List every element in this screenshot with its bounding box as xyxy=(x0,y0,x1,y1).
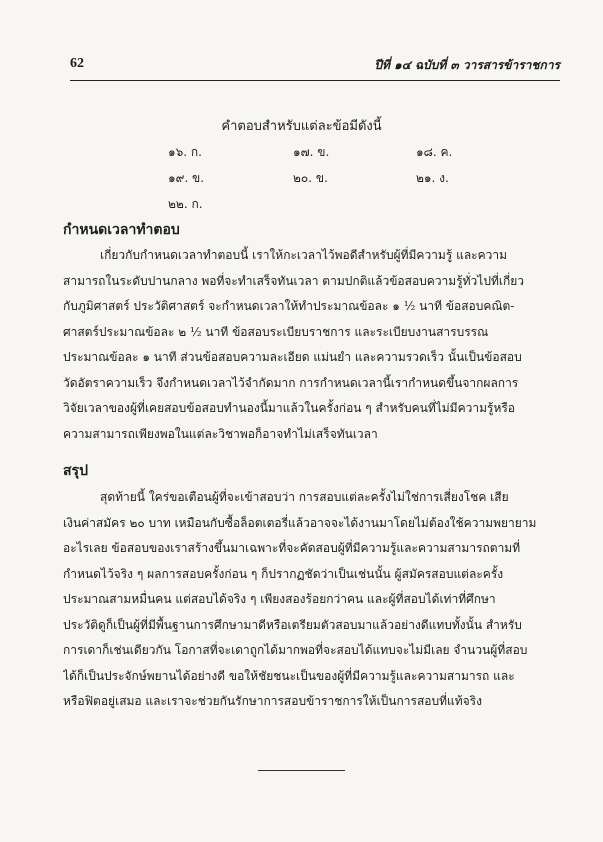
text-line: ได้ก็เป็นประจักษ์พยานได้อย่างดี ขอให้ชัยชนะเป็นของผู้ที่มีความรู้และความสามารถ และ xyxy=(63,668,515,683)
answer-row xyxy=(168,143,478,169)
header-rule xyxy=(70,80,560,81)
section-heading-summary: สรุป xyxy=(63,463,88,479)
text-line: กับภูมิศาสตร์ ประวัติศาสตร์ จะกำหนดเวลาให้ทำประมาณข้อละ ๑ ½ นาที ข้อสอบคณิต- xyxy=(63,299,515,313)
page-header xyxy=(70,56,560,82)
text-line: วิจัยเวลาของผู้ที่เคยสอบข้อสอบทำนองนี้มาแล้วในครั้งก่อน ๆ สำหรับคนที่ไม่มีความรู้หรือ xyxy=(63,401,516,415)
paragraph-time-limit xyxy=(63,243,538,447)
section-heading-time-limit: กำหนดเวลาทำตอบ xyxy=(63,222,180,238)
text-line: การเดาก็เช่นเดียวกัน โอกาสที่จะเดาถูกได้มากพอที่จะสอบได้แทบจะไม่มีเลย จำนวนผู้ที่สอบ xyxy=(63,643,528,657)
answer-cell: ๑๘. ค. xyxy=(416,145,453,159)
text-line: ศาสตร์ประมาณข้อละ ๒ ½ นาที ข้อสอบระเบียบราชการ และระเบียบงานสารบรรณ xyxy=(63,324,489,339)
text-line: วัดอัตราความเร็ว จึงกำหนดเวลาไว้จำกัดมาก การกำหนดเวลานี้เรากำหนดขึ้นจากผลการ xyxy=(63,375,519,390)
answer-row xyxy=(168,195,478,221)
text-line: สุดท้ายนี้ ใคร่ขอเตือนผู้ที่จะเข้าสอบว่า การสอบแต่ละครั้งไม่ใช่การเสี่ยงโชค เสีย xyxy=(100,490,509,504)
text-line: หรือฟิตอยู่เสมอ และเราจะช่วยกันรักษาการสอบข้าราชการให้เป็นการสอบที่แท้จริง xyxy=(63,694,482,708)
page-number: 62 xyxy=(70,56,84,71)
text-line: อะไรเลย ข้อสอบของเราสร้างขึ้นมาเฉพาะที่จะคัดสอบผู้ที่มีความรู้และความสามารถตามที่ xyxy=(63,541,521,555)
text-line: กำหนดไว้จริง ๆ ผลการสอบครั้งก่อน ๆ ก็ปรากฏชัดว่าเป็นเช่นนั้น ผู้สมัครสอบแต่ละครั้ง xyxy=(63,566,504,581)
answers-title: คำตอบสำหรับแต่ละข้อมีดังนี้ xyxy=(221,119,382,134)
text-line: สามารถในระดับปานกลาง พอที่จะทำเสร็จทันเวลา ตามปกติแล้วข้อสอบความรู้ทั่วไปที่เกี่ยว xyxy=(63,273,524,288)
answer-key-grid xyxy=(168,143,478,221)
end-of-article-rule xyxy=(258,770,345,771)
answer-cell: ๑๗. ข. xyxy=(293,145,330,159)
text-line: ประมาณสามหมื่นคน แต่สอบได้จริง ๆ เพียงสองร้อยกว่าคน และผู้ที่สอบได้เท่าที่ศึกษา xyxy=(63,592,496,606)
journal-title: ปีที่ ๑๔ ฉบับที่ ๓ วารสารข้าราชการ xyxy=(374,58,560,72)
answer-cell: ๒๒. ก. xyxy=(168,197,203,211)
answer-cell: ๑๖. ก. xyxy=(168,145,202,159)
text-line: ความสามารถเพียงพอในแต่ละวิชาพอก็อาจทำไม่เสร็จทันเวลา xyxy=(63,426,378,441)
answer-row xyxy=(168,169,478,195)
answer-cell: ๒๐. ข. xyxy=(293,171,328,185)
paragraph-summary xyxy=(63,485,538,715)
text-line: ประวัติดูก็เป็นผู้ที่มีพื้นฐานการศึกษามาดีหรือเตรียมตัวสอบมาแล้วอย่างดีแทบทั้งนั้น สำหรับ xyxy=(63,617,522,632)
text-line: เกี่ยวกับกำหนดเวลาทำตอบนี้ เราให้กะเวลาไว้พอดีสำหรับผู้ที่มีความรู้ และความ xyxy=(100,248,508,262)
text-line: เงินค่าสมัคร ๒๐ บาท เหมือนกับซื้อล็อตเตอรี่แล้วอาจจะได้งานมาโดยไม่ต้องใช้ความพยายาม xyxy=(63,515,537,530)
answer-cell: ๒๑. ง. xyxy=(416,171,449,185)
answer-cell: ๑๙. ข. xyxy=(168,171,205,185)
text-line: ประมาณข้อละ ๑ นาที ส่วนข้อสอบความละเอียด แม่นยำ และความรวดเร็ว นั้นเป็นข้อสอบ xyxy=(63,350,522,364)
